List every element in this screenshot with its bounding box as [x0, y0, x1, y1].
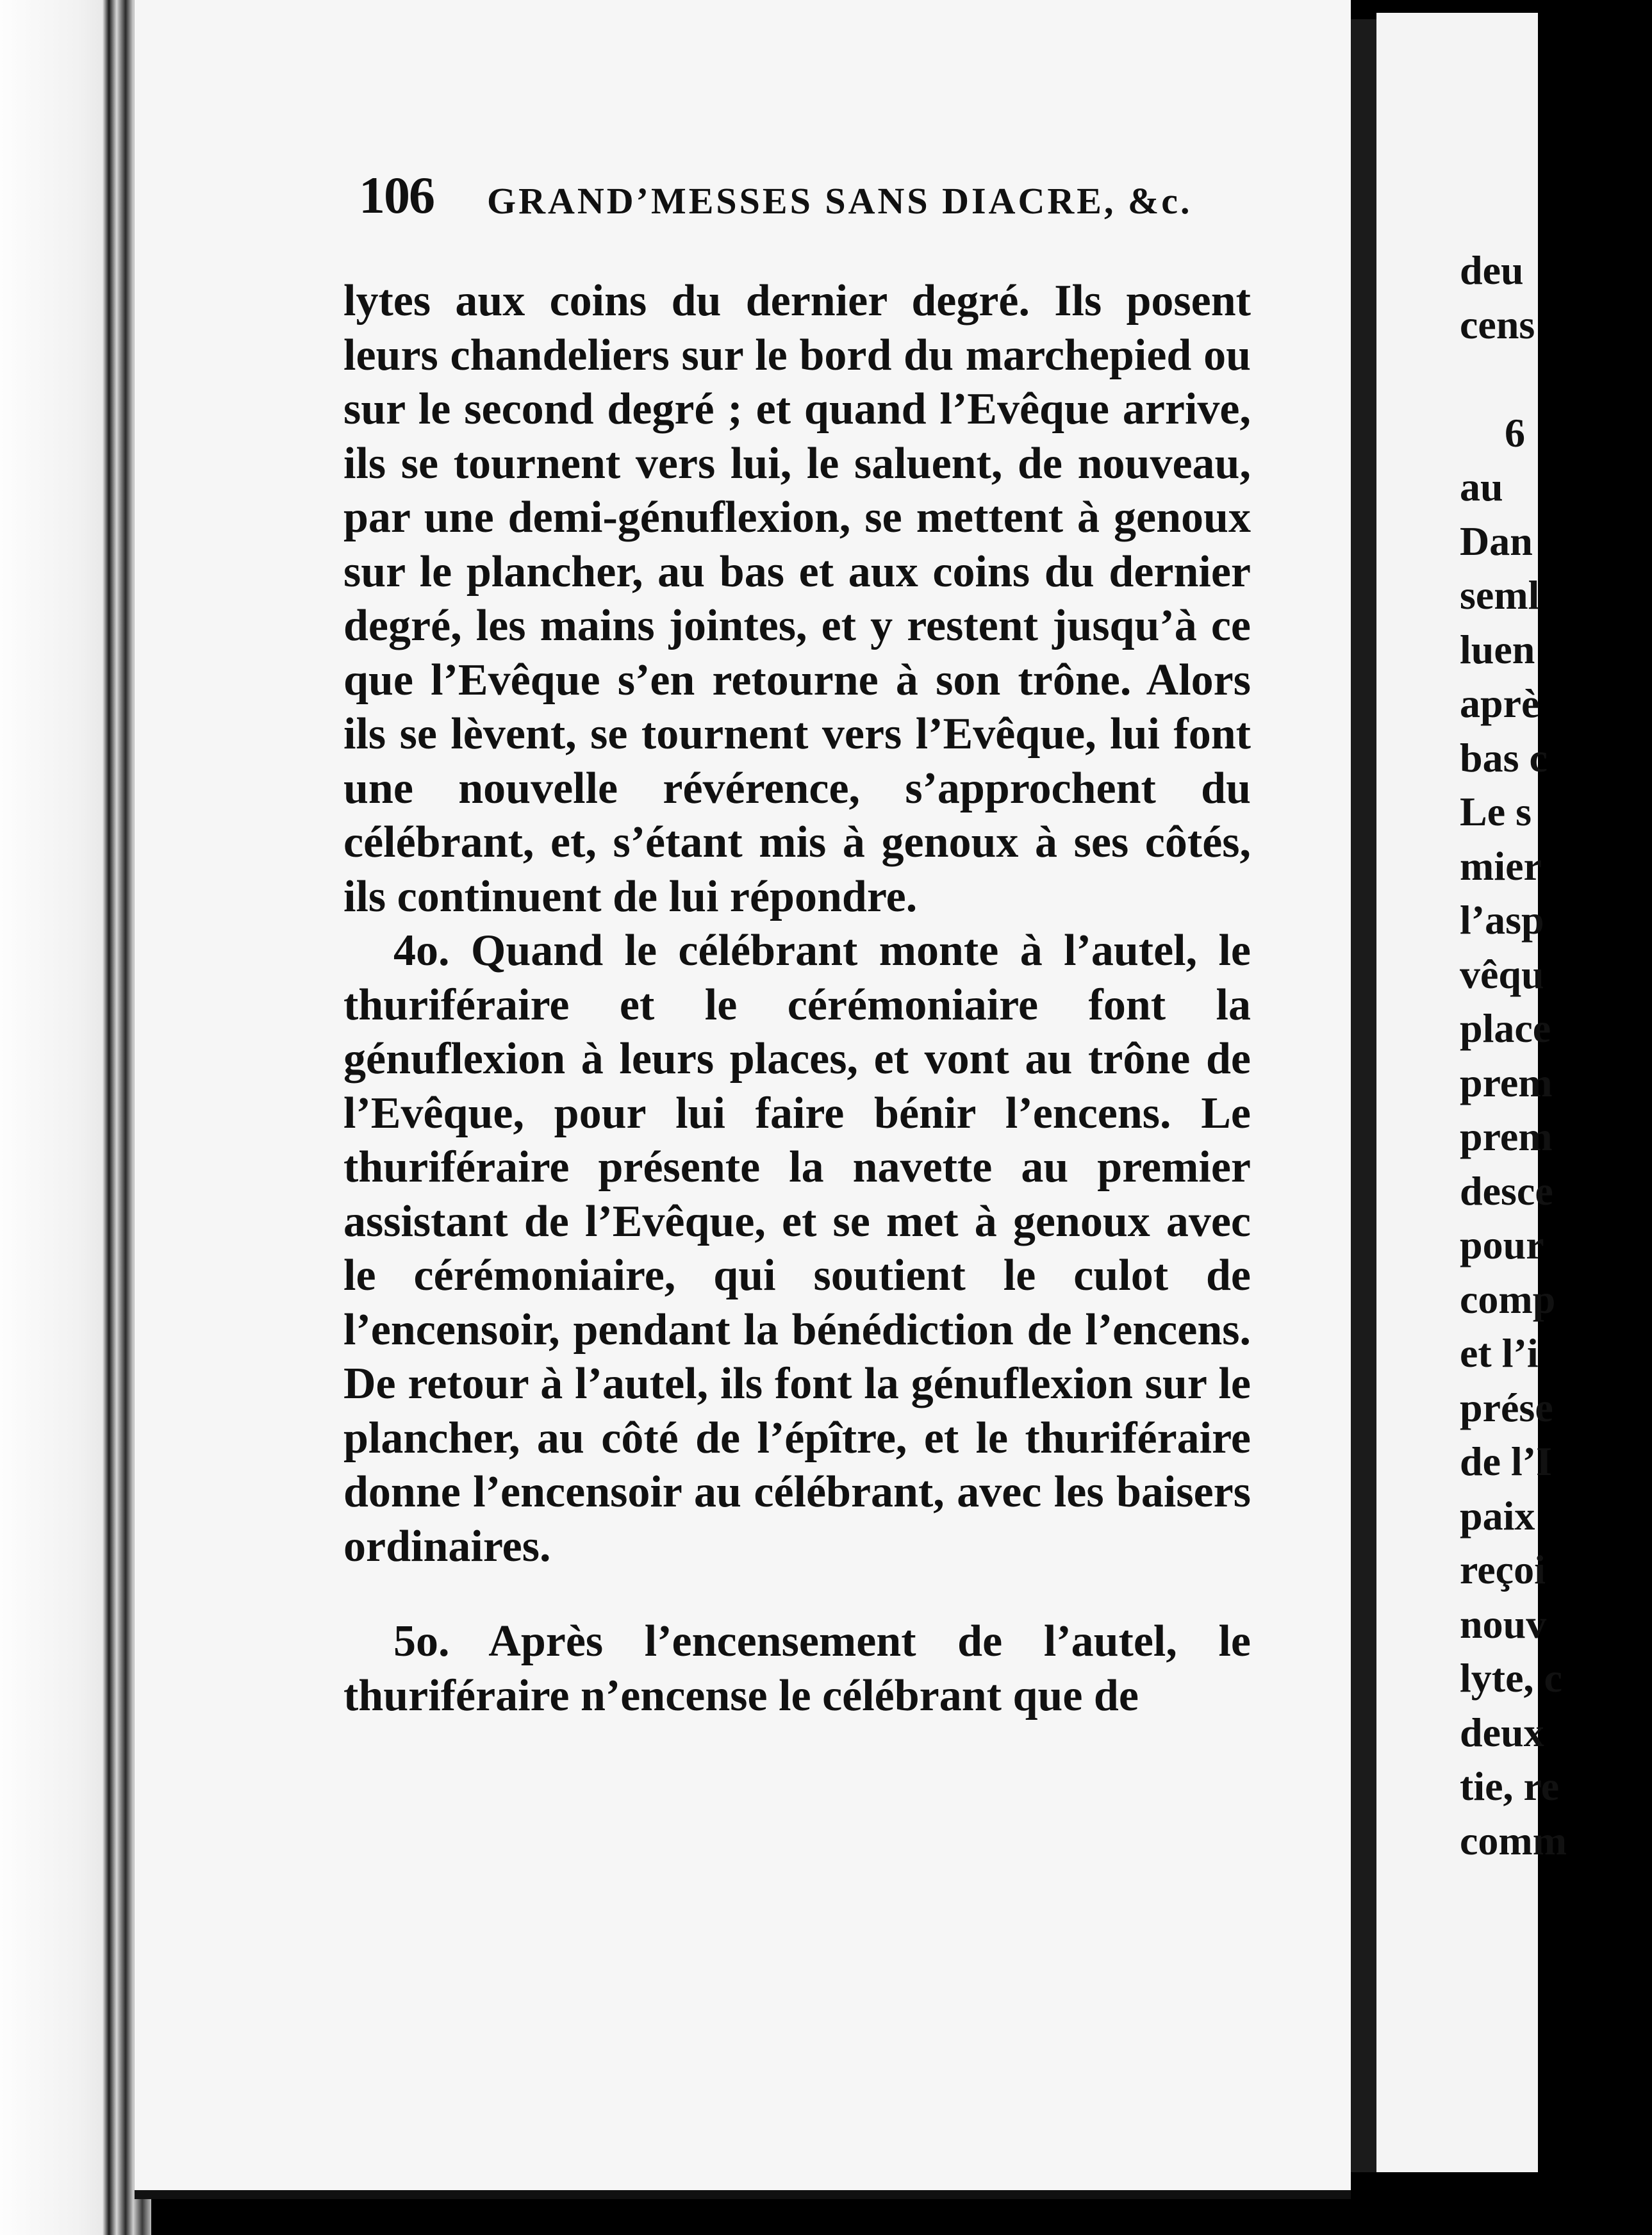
facing-line: prése — [1460, 1384, 1553, 1430]
facing-line: bas c — [1460, 734, 1548, 780]
facing-line: Dan — [1460, 518, 1533, 564]
facing-line: seml — [1460, 572, 1540, 618]
facing-line: prem — [1460, 1114, 1553, 1159]
running-head — [359, 165, 1256, 229]
facing-line: comm — [1460, 1817, 1567, 1863]
facing-line — [1460, 352, 1652, 406]
facing-line: place — [1460, 1005, 1551, 1051]
facing-line: tie, re — [1460, 1763, 1560, 1809]
facing-line: deux — [1460, 1709, 1544, 1755]
facing-line: pour — [1460, 1222, 1544, 1267]
facing-line: Le s — [1460, 789, 1532, 834]
facing-line: et l’i — [1460, 1330, 1539, 1376]
facing-line: lyte, c — [1460, 1655, 1562, 1701]
facing-line: prem — [1460, 1059, 1553, 1105]
facing-line: de l’I — [1460, 1439, 1552, 1484]
book-binding — [0, 0, 151, 2235]
paragraph-3: 5o. Après l’encensement de l’autel, le thuriféraire n’encense le célébrant que de — [343, 1617, 1251, 1720]
paragraph-2: 4o. Quand le célébrant monte à l’autel, le thuriféraire et le cérémoniaire font la génuflexion à leurs places, et vont au trône de l’Evêque, pour lui faire bénir l’encens. Le thuriféraire présente la navette au premier assistant de l’Evêque, et se met à genoux avec le cérémoniaire, qui soutient le culot de l’encensoir, pendant la bénédiction de l’encens. De retour à l’autel, ils font la génuflexion sur le plancher, au côté de l’épître, et le thuriféraire donne l’encensoir au célébrant, avec les baisers ordinaires. — [343, 926, 1251, 1571]
facing-line: 6 — [1505, 409, 1525, 456]
facing-line: luen — [1460, 626, 1535, 672]
facing-line: vêqu — [1460, 951, 1544, 997]
page-gutter — [1351, 19, 1376, 2172]
facing-line: desce — [1460, 1167, 1553, 1214]
facing-line: comp — [1460, 1276, 1556, 1322]
facing-line: reçoi — [1460, 1547, 1546, 1592]
paragraph-1: lytes aux coins du dernier degré. Ils posent leurs chandeliers sur le bord du marchepied ou sur le second degré ; et quand l’Evêque arrive, ils se tournent vers lui, le saluent, de nouveau, par une demi-génuflexion, se mettent à genoux sur le plancher, au bas et aux coins du dernier degré, les mains jointes, et y restent jusqu’à ce que l’Evêque s’en retourne à son trône. Alors ils se lèvent, se tournent vers l’Evêque, lui font une nouvelle révérence, s’approchent du célébrant, et, s’étant mis à genoux à ses côtés, ils continuent de lui répondre. — [343, 276, 1251, 921]
facing-line: cens — [1460, 301, 1535, 347]
running-title: GRAND’MESSES SANS DIACRE, &c. — [487, 180, 1193, 222]
facing-line: deu — [1460, 247, 1524, 293]
facing-line: aprè — [1460, 680, 1540, 726]
page-number: 106 — [359, 166, 434, 224]
facing-line: nouv — [1460, 1601, 1547, 1647]
facing-line: paix — [1460, 1492, 1535, 1538]
facing-line: au — [1460, 464, 1503, 509]
facing-line: l’asp — [1460, 897, 1544, 943]
main-text — [343, 274, 1251, 1723]
facing-page-text — [1460, 243, 1652, 1868]
facing-line: mier — [1460, 843, 1542, 889]
